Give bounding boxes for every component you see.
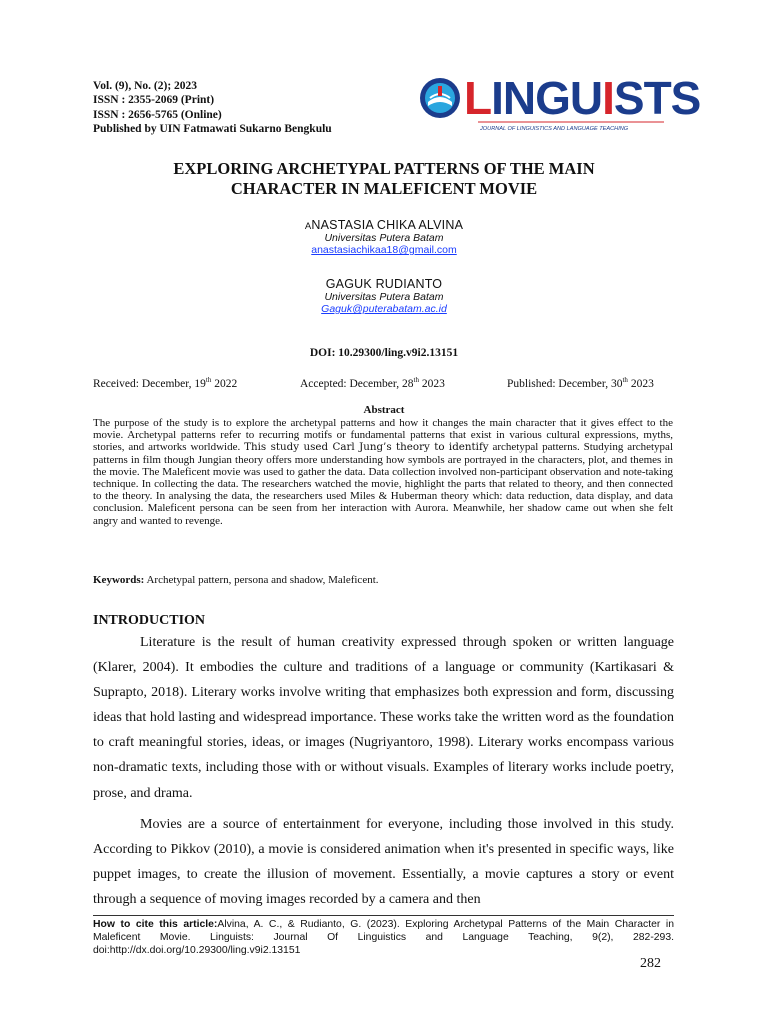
volume-info: Vol. (9), No. (2); 2023 (93, 80, 198, 92)
doi: DOI: 10.29300/ling.v9i2.13151 (309, 347, 459, 359)
publisher: Published by UIN Fatmawati Sukarno Bengkulu (93, 122, 332, 135)
author-affiliation: Universitas Putera Batam (324, 232, 444, 244)
section-heading-introduction: INTRODUCTION (93, 613, 206, 628)
journal-header (93, 79, 332, 136)
paper-title (80, 159, 688, 199)
journal-logo (418, 62, 701, 134)
received-date: Received: December, 19th 2022 (93, 376, 238, 390)
author-name: GAGUK RUDIANTO (325, 277, 443, 291)
svg-text:JOURNAL OF LINGUISTICS AND LAN: JOURNAL OF LINGUISTICS AND LANGUAGE TEACHING (480, 126, 629, 132)
footer-divider (93, 915, 674, 916)
citation-footer: How to cite this article:Alvina, A. C., & Rudianto, G. (2023). Exploring Archetypal Patterns of the Main Character in Maleficent Movie. Linguists: Journal Of Linguistics and Language Teaching, 9(2), 282-293. doi:http://dx.doi.org/10.29300/ling.v9i2.13151 (93, 919, 674, 957)
author-email-link[interactable]: anastasiachikaa18@gmail.com (311, 244, 457, 256)
abstract-heading: Abstract (363, 404, 405, 416)
page-number: 282 (640, 956, 661, 971)
published-date: Published: December, 30th 2023 (507, 376, 654, 390)
issn-print: ISSN : 2355-2069 (Print) (93, 94, 215, 107)
author-block-1 (80, 218, 688, 256)
author-name: ANASTASIA CHIKA ALVINA (304, 218, 464, 232)
paragraph-1: Literature is the result of human creativity expressed through spoken or written language (Klarer, 2004). It embodies the culture and traditions of a language or community (Kartikasari & Suprapto, 2018). Literary works involve writing that emphasizes both expression and form, discussing ideas that hold lasting and widespread importance. These works take the written word as the foundation to craft meaningful stories, ideas, or images (Nugriyantoro, 1998). Literary works encompass various non-dramatic texts, including those with or without visuals. Examples of literary works include poetry, prose, and drama. (93, 635, 674, 801)
accepted-date: Accepted: December, 28th 2023 (300, 376, 445, 390)
issn-online: ISSN : 2656-5765 (Online) (93, 108, 222, 121)
author-email-link[interactable]: Gaguk@puterabatam.ac.id (321, 303, 447, 315)
paragraph-2: Movies are a source of entertainment for everyone, including those involved in this study. According to Pikkov (2010), a movie is considered animation when it's presented in specific ways, like puppet images, to create the illusion of movement. Essentially, a movie captures a story or event through a sequence of moving images recorded by a camera and then (93, 817, 674, 908)
linguists-logo-icon (418, 62, 701, 134)
author-block-2 (80, 277, 688, 315)
title-line-1: EXPLORING ARCHETYPAL PATTERNS OF THE MAIN (173, 159, 595, 178)
abstract-text: The purpose of the study is to explore the archetypal patterns and how it changes the main character that it gives effect to the movie. Archetypal patterns refer to recurring motifs or fundamental patterns that exist in various cultural expressions, myths, stories, and artworks worldwide. This study used Carl Jung’s theory to identify archetypal patterns. Studying archetypal patterns in film though Jungian theory offers more understanding how symbols are portrayed in the characters, plot, and themes in the movie. The Maleficent movie was used to gather the data. Data collection involved non-participant observation and note-taking technique. In collecting the data. The researchers watched the movie, highlight the parts that related to theory, and then connected to the theory. In analysing the data, the researchers used Miles & Huberman theory which: data reduction, data display, and data conclusion. Maleficent persona can be seen from her interaction with Aurora. Meanwhile, her shadow came out when she felt angry and wanted to revenge. (93, 417, 673, 527)
title-line-2: CHARACTER IN MALEFICENT MOVIE (230, 179, 538, 198)
keywords: Keywords: Archetypal pattern, persona and shadow, Maleficent. (93, 574, 379, 586)
author-affiliation: Universitas Putera Batam (324, 291, 444, 303)
svg-text:LINGUISTS: LINGUISTS (464, 72, 701, 124)
